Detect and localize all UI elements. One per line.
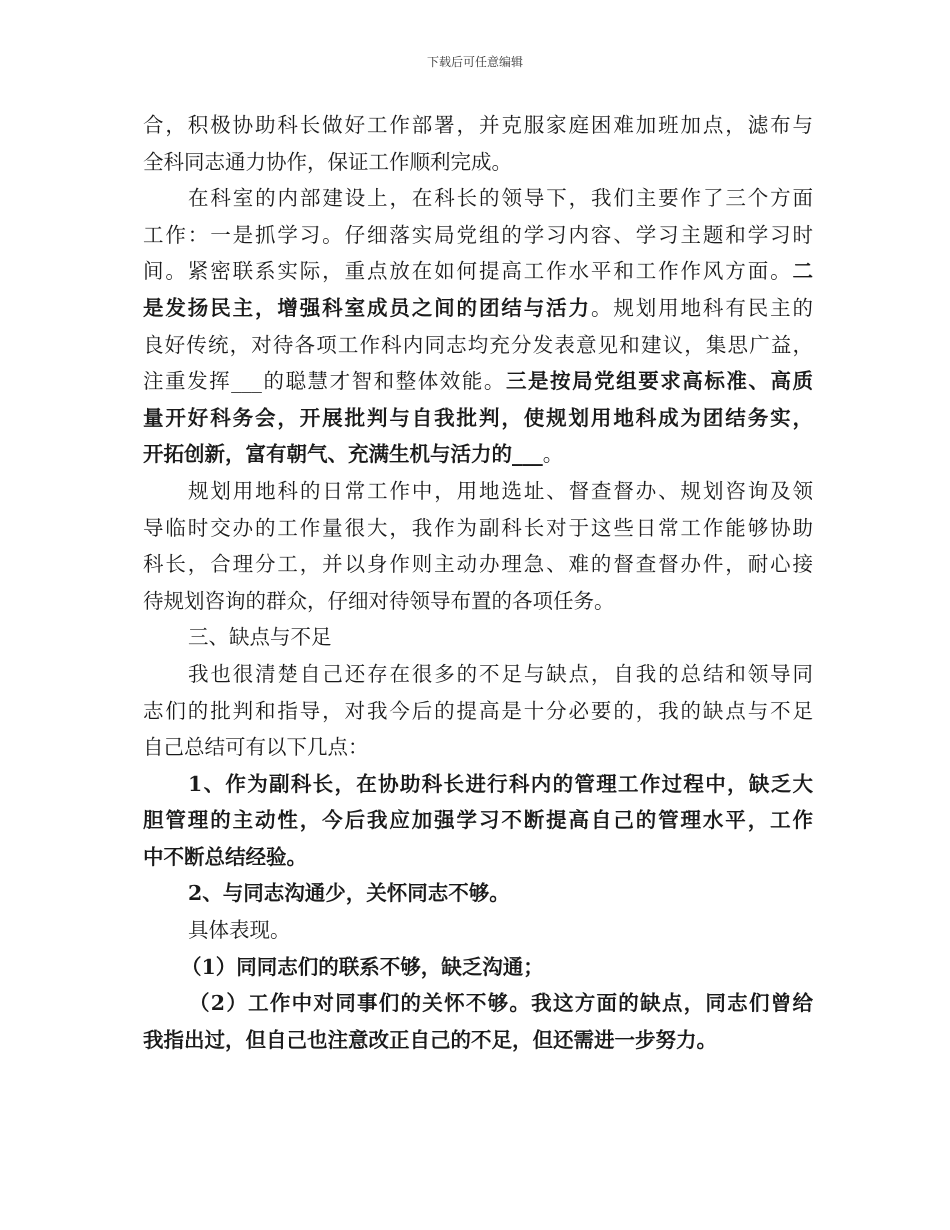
text-run: 具体表现。 xyxy=(188,918,291,943)
section-heading xyxy=(143,619,813,656)
text-run: 。规划用地科有民主的 xyxy=(590,295,814,320)
text-run: 我也很清楚自己还存在很多的不足与缺点，自我的总结和领导同 xyxy=(188,661,813,686)
text-line xyxy=(143,436,813,473)
text-run: 自己总结可有以下几点： xyxy=(143,735,369,760)
list-item-line xyxy=(143,875,813,912)
sub-item-line xyxy=(143,1022,813,1059)
list-item-line xyxy=(143,839,813,876)
text-run: 科长，合理分工，并以身作则主动办理急、难的督查督办件，耐心接 xyxy=(143,552,813,577)
text-line xyxy=(143,253,813,290)
bold-text: 中不断总结经验。 xyxy=(143,844,307,869)
bold-text: 我指出过，但自己也注意改正自己的不足，但还需进一步努力。 xyxy=(143,1027,717,1052)
list-item-line xyxy=(143,766,813,803)
text-run: 注重发挥___的聪慧才智和整体效能。 xyxy=(143,369,506,394)
text-line xyxy=(143,400,813,437)
text-line xyxy=(143,217,813,254)
text-run: 志们的批判和指导，对我今后的提高是十分必要的，我的缺点与不足 xyxy=(143,698,813,723)
page-header: 下载后可任意编辑 xyxy=(426,55,523,69)
text-run: 规划用地科的日常工作中，用地选址、督查督办、规划咨询及领 xyxy=(188,478,813,503)
text-line xyxy=(143,327,813,364)
text-line xyxy=(143,144,813,181)
document-body xyxy=(143,107,813,1058)
bold-text: 三是按局党组要求高标准、高质 xyxy=(505,369,814,394)
text-run: 在科室的内部建设上，在科长的领导下，我们主要作了三个方面 xyxy=(188,186,813,211)
bold-text: 1、作为副科长，在协助科长进行科内的管理工作过程中，缺乏大 xyxy=(188,771,813,796)
text-run: 待规划咨询的群众，仔细对待领导布置的各项任务。 xyxy=(143,588,615,613)
text-line xyxy=(143,510,813,547)
text-run: 全科同志通力协作，保证工作顺利完成。 xyxy=(143,149,512,174)
bold-text: 开拓创新，富有朝气、充满生机与活力的___ xyxy=(143,442,543,467)
text-line xyxy=(143,693,813,730)
bold-text: 二 xyxy=(792,259,813,284)
bold-text: 2、与同志沟通少，关怀同志不够。 xyxy=(188,881,510,906)
text-run: 。 xyxy=(542,442,564,467)
bold-text: （1）同同志们的联系不够，缺乏沟通； xyxy=(181,954,544,979)
text-line xyxy=(143,473,813,510)
text-run: 三、缺点与不足 xyxy=(188,625,332,650)
list-item-line xyxy=(143,802,813,839)
text-run: 合，积极协助科长做好工作部署，并克服家庭困难加班加点，滤布与 xyxy=(143,113,813,137)
sub-item-line xyxy=(143,985,813,1022)
text-line xyxy=(143,583,813,620)
bold-text: （2）工作中对同事们的关怀不够。我这方面的缺点，同志们曾给 xyxy=(189,991,813,1016)
text-line xyxy=(143,729,813,766)
text-line xyxy=(143,107,813,144)
text-run: 良好传统，对待各项工作科内同志均充分发表意见和建议，集思广益， xyxy=(143,332,813,357)
text-line xyxy=(143,546,813,583)
text-line xyxy=(143,290,813,327)
bold-text: 胆管理的主动性，今后我应加强学习不断提高自己的管理水平，工作 xyxy=(143,808,813,833)
text-line xyxy=(143,363,813,400)
bold-text: 量开好科务会，开展批判与自我批判，使规划用地科成为团结务实， xyxy=(143,405,813,430)
text-line xyxy=(143,656,813,693)
text-run: 工作：一是抓学习。仔细落实局党组的学习内容、学习主题和学习时 xyxy=(143,222,813,247)
text-line xyxy=(143,912,813,949)
text-line xyxy=(143,180,813,217)
text-run: 间。紧密联系实际，重点放在如何提高工作水平和工作作风方面。 xyxy=(143,259,793,284)
sub-item-line xyxy=(143,949,813,986)
bold-text: 是发扬民主，增强科室成员之间的团结与活力 xyxy=(143,295,591,320)
text-run: 导临时交办的工作量很大，我作为副科长对于这些日常工作能够协助 xyxy=(143,515,813,540)
